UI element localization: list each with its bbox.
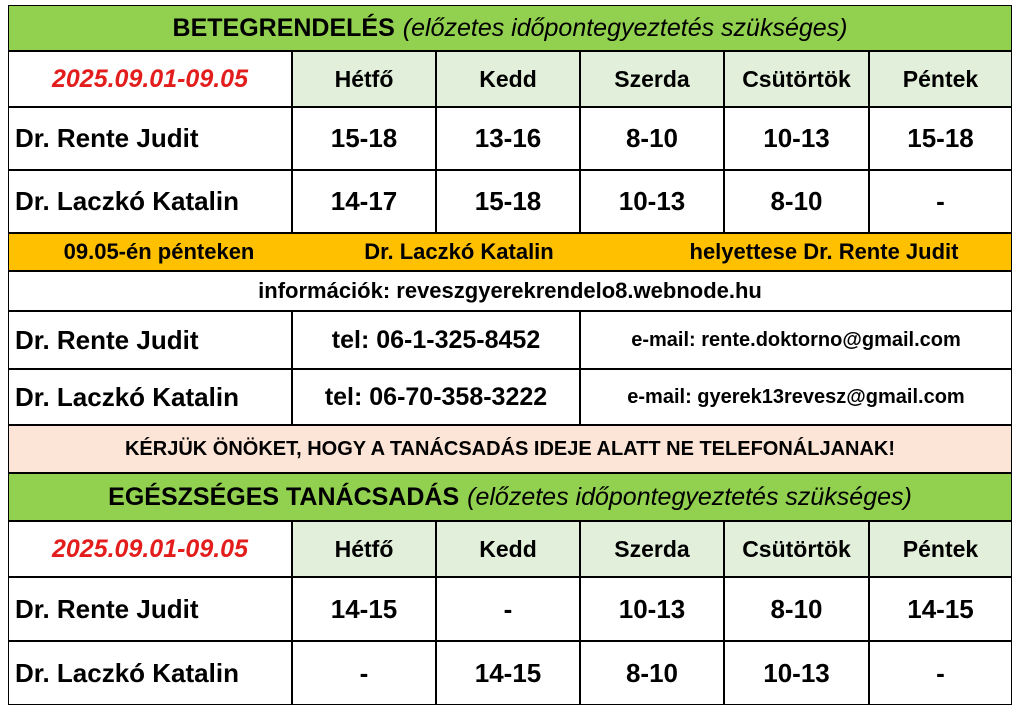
tanacsadas-title-bar bbox=[8, 473, 1012, 521]
tanacsadas-note: (előzetes időpontegyeztetés szükséges) bbox=[467, 482, 912, 511]
hours-cell: 8-10 bbox=[724, 577, 869, 641]
hours-cell: 10-13 bbox=[724, 641, 869, 705]
hours-cell: 13-16 bbox=[436, 107, 580, 170]
substitution-when: 09.05-én pénteken bbox=[63, 239, 255, 264]
betegrendeles-note: (előzetes időpontegyeztetés szükséges) bbox=[402, 13, 848, 42]
hours-cell: - bbox=[869, 641, 1012, 705]
betegrendeles-title: BETEGRENDELÉS bbox=[172, 13, 395, 42]
doctor-name: Dr. Laczkó Katalin bbox=[8, 641, 292, 705]
day-header-tuesday: Kedd bbox=[436, 51, 580, 107]
day-header-wednesday: Szerda bbox=[580, 51, 724, 107]
hours-cell: 10-13 bbox=[580, 170, 724, 233]
betegrendeles-title-bar bbox=[8, 5, 1012, 51]
day-header-wednesday: Szerda bbox=[580, 521, 724, 577]
info-text: információk: reveszgyerekrendelo8.webnode.hu bbox=[258, 278, 762, 303]
hours-cell: 10-13 bbox=[724, 107, 869, 170]
doctor-name: Dr. Laczkó Katalin bbox=[8, 170, 292, 233]
day-header-friday: Péntek bbox=[869, 51, 1012, 107]
warning-text: KÉRJÜK ÖNÖKET, HOGY A TANÁCSADÁS IDEJE ALATT NE TELEFONÁLJANAK! bbox=[124, 437, 896, 460]
tanacsadas-row bbox=[8, 577, 1012, 641]
hours-cell: 8-10 bbox=[580, 107, 724, 170]
contact-row bbox=[8, 369, 1012, 425]
doctor-name: Dr. Rente Judit bbox=[8, 577, 292, 641]
day-header-monday: Hétfő bbox=[292, 51, 436, 107]
day-header-tuesday: Kedd bbox=[436, 521, 580, 577]
hours-cell: 8-10 bbox=[724, 170, 869, 233]
tanacsadas-date-range: 2025.09.01-09.05 bbox=[8, 521, 292, 577]
info-row bbox=[8, 271, 1012, 311]
hours-cell: 14-15 bbox=[292, 577, 436, 641]
tanacsadas-row bbox=[8, 641, 1012, 705]
contact-email: e-mail: gyerek13revesz@gmail.com bbox=[580, 369, 1012, 425]
warning-row bbox=[8, 425, 1012, 473]
hours-cell: 15-18 bbox=[292, 107, 436, 170]
contact-name: Dr. Rente Judit bbox=[8, 311, 292, 369]
day-header-thursday: Csütörtök bbox=[724, 521, 869, 577]
hours-cell: - bbox=[436, 577, 580, 641]
contact-phone: tel: 06-70-358-3222 bbox=[292, 369, 580, 425]
doctor-name: Dr. Rente Judit bbox=[8, 107, 292, 170]
betegrendeles-row bbox=[8, 170, 1012, 233]
betegrendeles-date-range: 2025.09.01-09.05 bbox=[8, 51, 292, 107]
substitution-replacement: helyettese Dr. Rente Judit bbox=[689, 239, 959, 264]
tanacsadas-title: EGÉSZSÉGES TANÁCSADÁS bbox=[108, 482, 460, 511]
betegrendeles-row bbox=[8, 107, 1012, 170]
day-header-friday: Péntek bbox=[869, 521, 1012, 577]
contact-row bbox=[8, 311, 1012, 369]
substitution-notice bbox=[8, 233, 1012, 271]
hours-cell: - bbox=[292, 641, 436, 705]
contact-email: e-mail: rente.doktorno@gmail.com bbox=[580, 311, 1012, 369]
day-header-thursday: Csütörtök bbox=[724, 51, 869, 107]
hours-cell: 15-18 bbox=[869, 107, 1012, 170]
contact-name: Dr. Laczkó Katalin bbox=[8, 369, 292, 425]
day-header-monday: Hétfő bbox=[292, 521, 436, 577]
hours-cell: 14-17 bbox=[292, 170, 436, 233]
contact-phone: tel: 06-1-325-8452 bbox=[292, 311, 580, 369]
hours-cell: 15-18 bbox=[436, 170, 580, 233]
schedule-sheet bbox=[8, 5, 1012, 705]
hours-cell: 10-13 bbox=[580, 577, 724, 641]
substitution-doctor: Dr. Laczkó Katalin bbox=[364, 239, 554, 264]
hours-cell: - bbox=[869, 170, 1012, 233]
hours-cell: 14-15 bbox=[436, 641, 580, 705]
betegrendeles-day-header bbox=[8, 51, 1012, 107]
hours-cell: 14-15 bbox=[869, 577, 1012, 641]
hours-cell: 8-10 bbox=[580, 641, 724, 705]
tanacsadas-day-header bbox=[8, 521, 1012, 577]
